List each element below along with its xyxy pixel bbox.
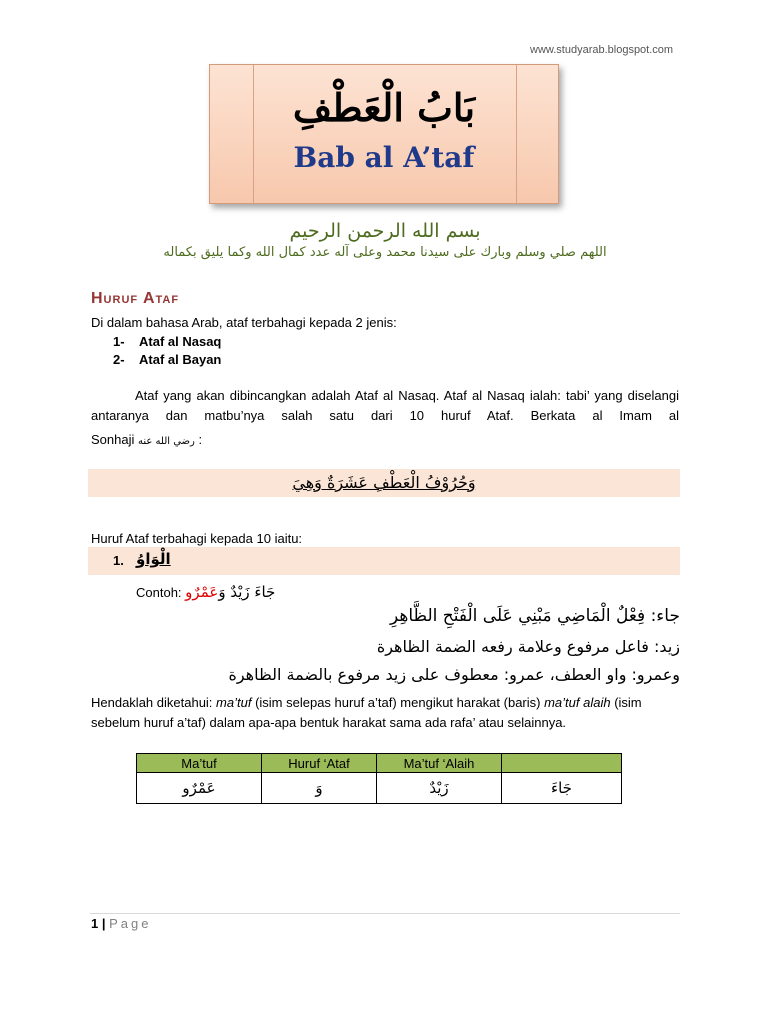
example-arabic-highlight: عَمْرٌو [185, 583, 219, 601]
section-heading: Huruf Ataf [91, 290, 180, 307]
table-header-row [137, 754, 622, 773]
irab-line: جاء: فِعْلٌ الْمَاضِي مَبْنِي عَلَى الْفَتْحِ الظَّاهِرِ [389, 606, 680, 626]
note-term: ma’tuf alaih [544, 695, 611, 710]
title-banner [209, 64, 559, 204]
list-text: Ataf al Bayan [139, 352, 222, 367]
footer-divider [90, 913, 680, 914]
table-cell: وَ [262, 773, 377, 804]
basmala: بسم الله الرحمن الرحيم [289, 220, 481, 242]
list-text: Ataf al Nasaq [139, 334, 222, 349]
quote-band [88, 469, 680, 497]
banner-arabic-title: بَابُ الْعَطْفِ [292, 85, 476, 130]
table-header: Huruf ‘Ataf [262, 754, 377, 773]
item-number: 1. [113, 553, 124, 568]
item-arabic: الْوَاوُ [136, 550, 171, 568]
grammar-table [136, 753, 622, 804]
list-item [113, 350, 701, 370]
example-line [136, 583, 275, 601]
list-number: 2- [113, 352, 125, 367]
footer-separator: | [101, 916, 106, 931]
doa-line: اللهم صلي وسلم وبارك على سيدنا محمد وعلى آله عدد كمال الله وكما يليق بكماله [163, 245, 607, 260]
huruf-intro: Huruf Ataf terbahagi kepada 10 iaitu: [91, 531, 303, 546]
paragraph: Ataf yang akan dibincangkan adalah Ataf al Nasaq. Ataf al Nasaq ialah: tabi’ yang diselangi antaranya dan matbu’nya salah satu dari 10 huruf Ataf. Berkata al Imam al [91, 388, 679, 423]
list-number: 1- [113, 334, 125, 349]
page-footer [91, 916, 152, 931]
item-band [88, 547, 680, 575]
irab-line: زيد: فاعل مرفوع وعلامة رفعه الضمة الظاهرة [376, 637, 680, 656]
paragraph-end [91, 430, 679, 452]
quote-arabic: وَحُرُوْفُ الْعَطْفِ عَشَرَةٌ وَهِيَ [292, 473, 476, 492]
example-label: Contoh: [136, 585, 182, 600]
page-label: Page [109, 916, 152, 931]
list-item [113, 332, 701, 352]
table-header: Ma’tuf [137, 754, 262, 773]
note-rest: (isim sebelum huruf a’taf) dalam apa-apa bentuk harakat sama ada rafa’ atau selainnya. [91, 695, 642, 730]
note-lead: Hendaklah diketahui: [91, 695, 213, 710]
example-arabic-plain: جَاءَ زَيْدٌ وَ [218, 583, 276, 601]
site-url: www.studyarab.blogspot.com [530, 44, 674, 56]
table-cell: زَيْدٌ [377, 773, 502, 804]
note-paragraph [91, 693, 679, 733]
page-number: 1 [91, 916, 99, 931]
irab-line: وعمرو: واو العطف، عمرو: معطوف على زيد مرفوع بالضمة الظاهرة [228, 665, 680, 684]
table-cell: عَمْرٌو [137, 773, 262, 804]
example-arabic [185, 583, 275, 601]
honorific: رضي الله عنه [138, 436, 195, 447]
banner-latin-title: Bab al A’taf [293, 141, 475, 174]
table-cell: جَاءَ [502, 773, 622, 804]
colon: : [198, 432, 203, 447]
note-term: ma’tuf [216, 695, 252, 710]
note-mid: (isim selepas huruf a’taf) mengikut harakat (baris) [255, 695, 541, 710]
imam-name: Sonhaji [91, 432, 135, 447]
intro-text: Di dalam bahasa Arab, ataf terbahagi kepada 2 jenis: [91, 315, 397, 330]
table-row [137, 773, 622, 804]
table-header [502, 754, 622, 773]
table-header: Ma’tuf ‘Alaih [377, 754, 502, 773]
